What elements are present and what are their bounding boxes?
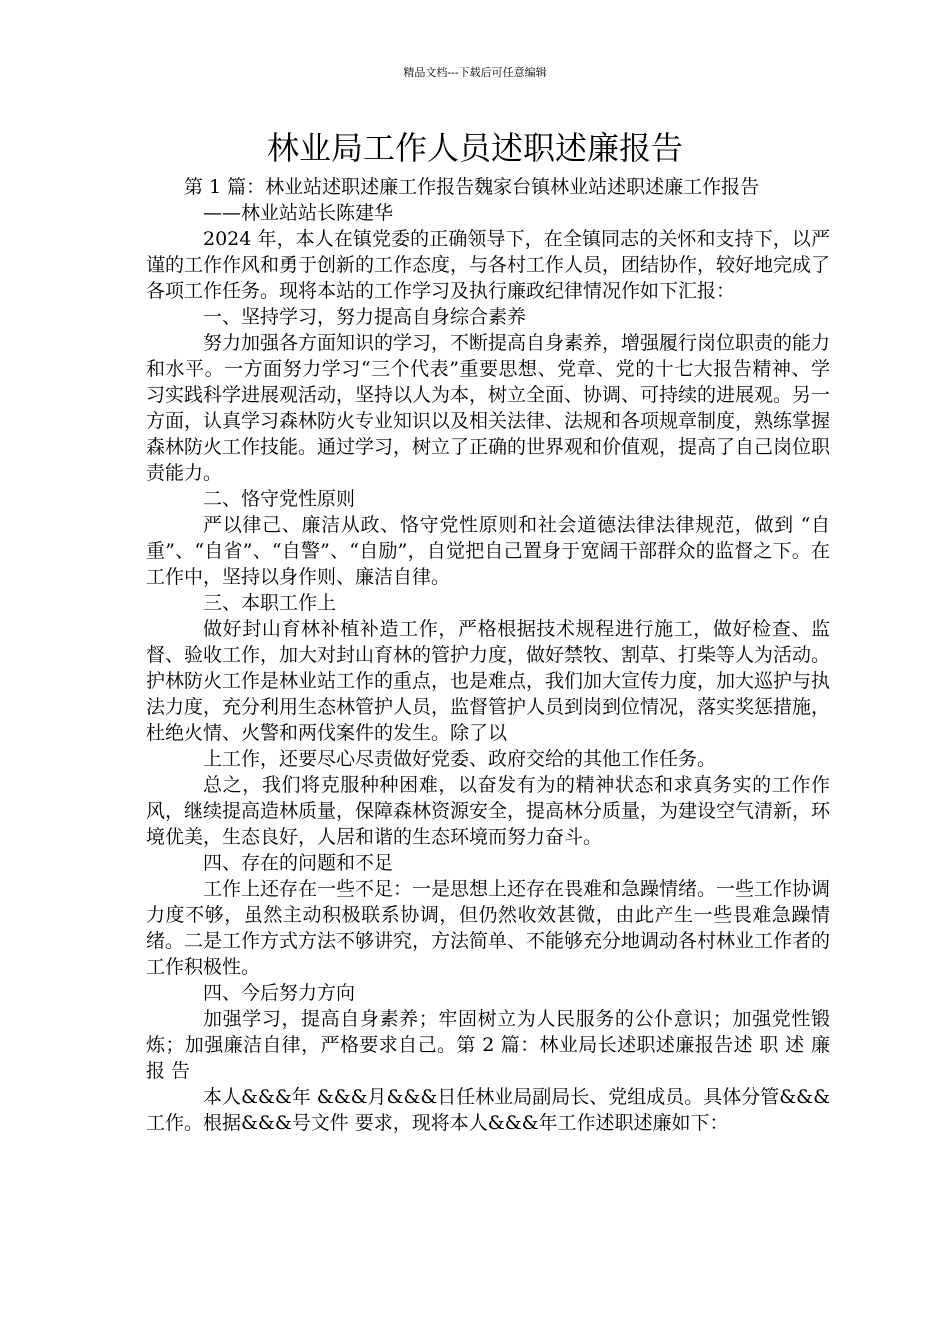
- paragraph: 四、存在的问题和不足: [203, 852, 394, 874]
- paragraph: 四、今后努力方向: [203, 982, 356, 1004]
- document-title: 林业局工作人员述职述廉报告: [266, 129, 683, 167]
- paragraph: 三、本职工作上: [203, 592, 337, 614]
- paragraph: 本人&&&年 &&&月&&&日任林业局副局长、党组成员。具体分管&&&工作。根据&&&号文件 要求，现将本人&&&年工作述职述廉如下：: [146, 1086, 830, 1134]
- paragraph: 做好封山育林补植补造工作，严格根据技术规程进行施工，做好检查、监督、验收工作，加大对封山育林的管护力度，做好禁牧、割草、打柴等人为活动。护林防火工作是林业站工作的重点，也是难点，我们加大宣传力度，加大巡护与执法力度，充分利用生态林管护人员，监督管护人员到岗到位情况，落实奖惩措施，杜绝火情、火警和两伐案件的发生。除了以: [146, 618, 831, 744]
- document-body: [146, 174, 830, 1136]
- paragraph: ——林业站站长陈建华: [203, 202, 394, 224]
- paragraph: 二、恪守党性原则: [203, 488, 356, 510]
- paragraph: 一、坚持学习，努力提高自身综合素养: [203, 306, 527, 328]
- paragraph: 工作上还存在一些不足：一是思想上还存在畏难和急躁情绪。一些工作协调力度不够，虽然主动积极联系协调，但仍然收效甚微，由此产生一些畏难急躁情绪。二是工作方式方法不够讲究，方法简单、不能够充分地调动各村林业工作者的工作积极性。: [146, 878, 831, 978]
- paragraph: 严以律己、廉洁从政、恪守党性原则和社会道德法律法律规范，做到 “自重”、“自省”、“自警”、“自励”，自觉把自己置身于宽阔干部群众的监督之下。在工作中，坚持以身作则、廉洁自律。: [146, 514, 830, 588]
- paragraph: 第 1 篇：林业站述职述廉工作报告魏家台镇林业站述职述廉工作报告: [184, 176, 760, 198]
- paragraph: 努力加强各方面知识的学习，不断提高自身素养，增强履行岗位职责的能力和水平。一方面努力学习“三个代表”重要思想、党章、党的十七大报告精神、学习实践科学进展观活动，坚持以人为本，树立全面、协调、可持续的进展观。另一方面，认真学习森林防火专业知识以及相关法律、法规和各项规章制度，熟练掌握森林防火工作技能。通过学习，树立了正确的世界观和价值观，提高了自己岗位职责能力。: [146, 332, 831, 484]
- header-note: 精品文档---下载后可任意编辑: [403, 66, 547, 79]
- paragraph: 上工作，还要尽心尽责做好党委、政府交给的其他工作任务。: [203, 748, 717, 770]
- paragraph: 2024 年，本人在镇党委的正确领导下，在全镇同志的关怀和支持下，以严谨的工作作风和勇于创新的工作态度，与各村工作人员，团结协作，较好地完成了各项工作任务。现将本站的工作学习及执行廉政纪律情况作如下汇报：: [146, 228, 831, 302]
- paragraph: 加强学习，提高自身素养；牢固树立为人民服务的公仆意识；加强党性锻炼；加强廉洁自律，严格要求自己。第 2 篇：林业局长述职述廉报告述 职 述 廉 报 告: [146, 1008, 830, 1082]
- paragraph: 总之，我们将克服种种困难，以奋发有为的精神状态和求真务实的工作作风，继续提高造林质量，保障森林资源安全，提高林分质量，为建设空气清新，环境优美，生态良好，人居和谐的生态环境而努力奋斗。: [146, 774, 831, 848]
